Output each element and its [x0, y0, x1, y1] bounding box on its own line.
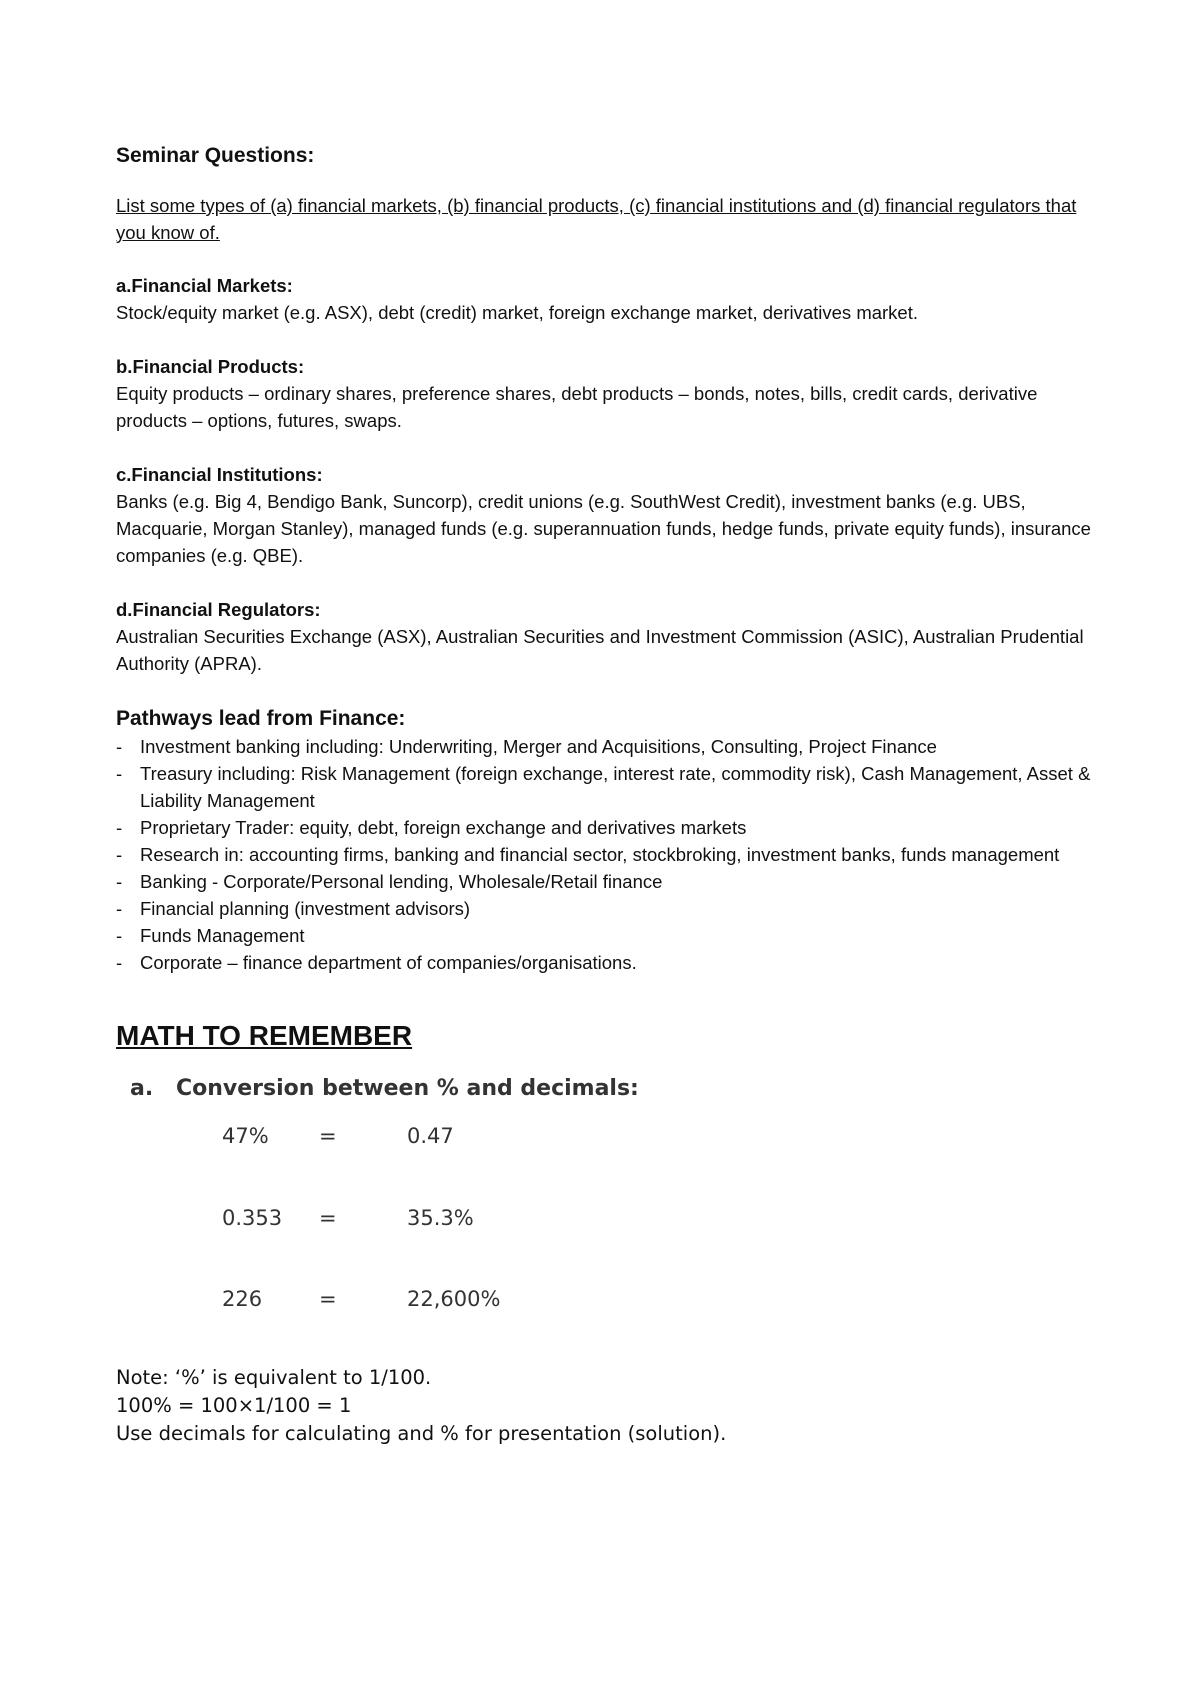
list-item-text: Treasury including: Risk Management (foreign exchange, interest rate, commodity risk), Cash Management, Asset & Liability Management	[140, 763, 1091, 811]
list-item	[116, 814, 1096, 841]
section-financial-markets	[116, 272, 1096, 326]
section-financial-institutions	[116, 461, 1096, 569]
section-heading: b.Financial Products:	[116, 356, 305, 377]
note-line: Use decimals for calculating and % for presentation (solution).	[116, 1422, 727, 1445]
conversion-equals: =	[319, 1287, 337, 1311]
dash-bullet: -	[116, 871, 123, 892]
note-line: 100% = 100×1/100 = 1	[116, 1394, 352, 1417]
pathways-title: Pathways lead from Finance:	[116, 707, 406, 730]
conversion-equals: =	[319, 1206, 337, 1230]
list-item	[116, 949, 1096, 976]
list-item-text: Financial planning (investment advisors)	[140, 898, 471, 919]
math-notes	[116, 1364, 1096, 1448]
math-title: MATH TO REMEMBER	[116, 1020, 413, 1051]
dash-bullet: -	[116, 844, 123, 865]
section-heading: c.Financial Institutions:	[116, 464, 323, 485]
section-heading: a.Financial Markets:	[116, 275, 293, 296]
dash-bullet: -	[116, 763, 123, 784]
conversion-heading	[130, 1076, 639, 1101]
conversion-row	[222, 1124, 454, 1148]
conversion-heading-text: Conversion between % and decimals:	[176, 1076, 639, 1101]
list-item-text: Research in: accounting firms, banking and financial sector, stockbroking, investment banks, funds management	[140, 844, 1060, 865]
conversion-left: 47%	[222, 1124, 269, 1148]
list-item	[116, 841, 1096, 868]
conversion-block	[116, 1054, 1096, 1364]
section-financial-products	[116, 353, 1096, 434]
dash-bullet: -	[116, 736, 123, 757]
list-item-text: Banking - Corporate/Personal lending, Wholesale/Retail finance	[140, 871, 663, 892]
pathways-list	[116, 733, 1096, 976]
list-item	[116, 760, 1096, 814]
note-line: Note: ‘%’ is equivalent to 1/100.	[116, 1366, 432, 1389]
conversion-left: 0.353	[222, 1206, 283, 1230]
section-body: Banks (e.g. Big 4, Bendigo Bank, Suncorp), credit unions (e.g. SouthWest Credit), investment banks (e.g. UBS, Macquarie, Morgan Stanley), managed funds (e.g. superannuation funds, hedge funds, private equity funds), insurance companies (e.g. QBE).	[116, 491, 1091, 566]
section-heading: d.Financial Regulators:	[116, 599, 321, 620]
document-page	[116, 142, 1096, 1448]
list-item	[116, 895, 1096, 922]
dash-bullet: -	[116, 952, 123, 973]
section-body: Australian Securities Exchange (ASX), Australian Securities and Investment Commission (ASIC), Australian Prudential Authority (APRA).	[116, 626, 1084, 674]
list-item-text: Corporate – finance department of companies/organisations.	[140, 952, 637, 973]
dash-bullet: -	[116, 817, 123, 838]
conversion-right: 35.3%	[407, 1206, 474, 1230]
section-body: Equity products – ordinary shares, preference shares, debt products – bonds, notes, bills, credit cards, derivative products – options, futures, swaps.	[116, 383, 1038, 431]
seminar-prompt: List some types of (a) financial markets, (b) financial products, (c) financial institutions and (d) financial regulators that you know of.	[116, 195, 1077, 243]
conversion-equals: =	[319, 1124, 337, 1148]
list-item	[116, 733, 1096, 760]
list-item	[116, 868, 1096, 895]
list-item-text: Investment banking including: Underwriting, Merger and Acquisitions, Consulting, Project Finance	[140, 736, 937, 757]
list-item	[116, 922, 1096, 949]
list-item-text: Funds Management	[140, 925, 305, 946]
conversion-row	[222, 1287, 500, 1311]
dash-bullet: -	[116, 925, 123, 946]
list-item-text: Proprietary Trader: equity, debt, foreign exchange and derivatives markets	[140, 817, 747, 838]
dash-bullet: -	[116, 898, 123, 919]
conversion-letter: a.	[130, 1076, 154, 1101]
seminar-title: Seminar Questions:	[116, 144, 315, 167]
section-financial-regulators	[116, 596, 1096, 677]
conversion-right: 0.47	[407, 1124, 454, 1148]
conversion-left: 226	[222, 1287, 263, 1311]
conversion-right: 22,600%	[407, 1287, 501, 1311]
conversion-row	[222, 1206, 474, 1230]
section-body: Stock/equity market (e.g. ASX), debt (credit) market, foreign exchange market, derivatives market.	[116, 302, 918, 323]
